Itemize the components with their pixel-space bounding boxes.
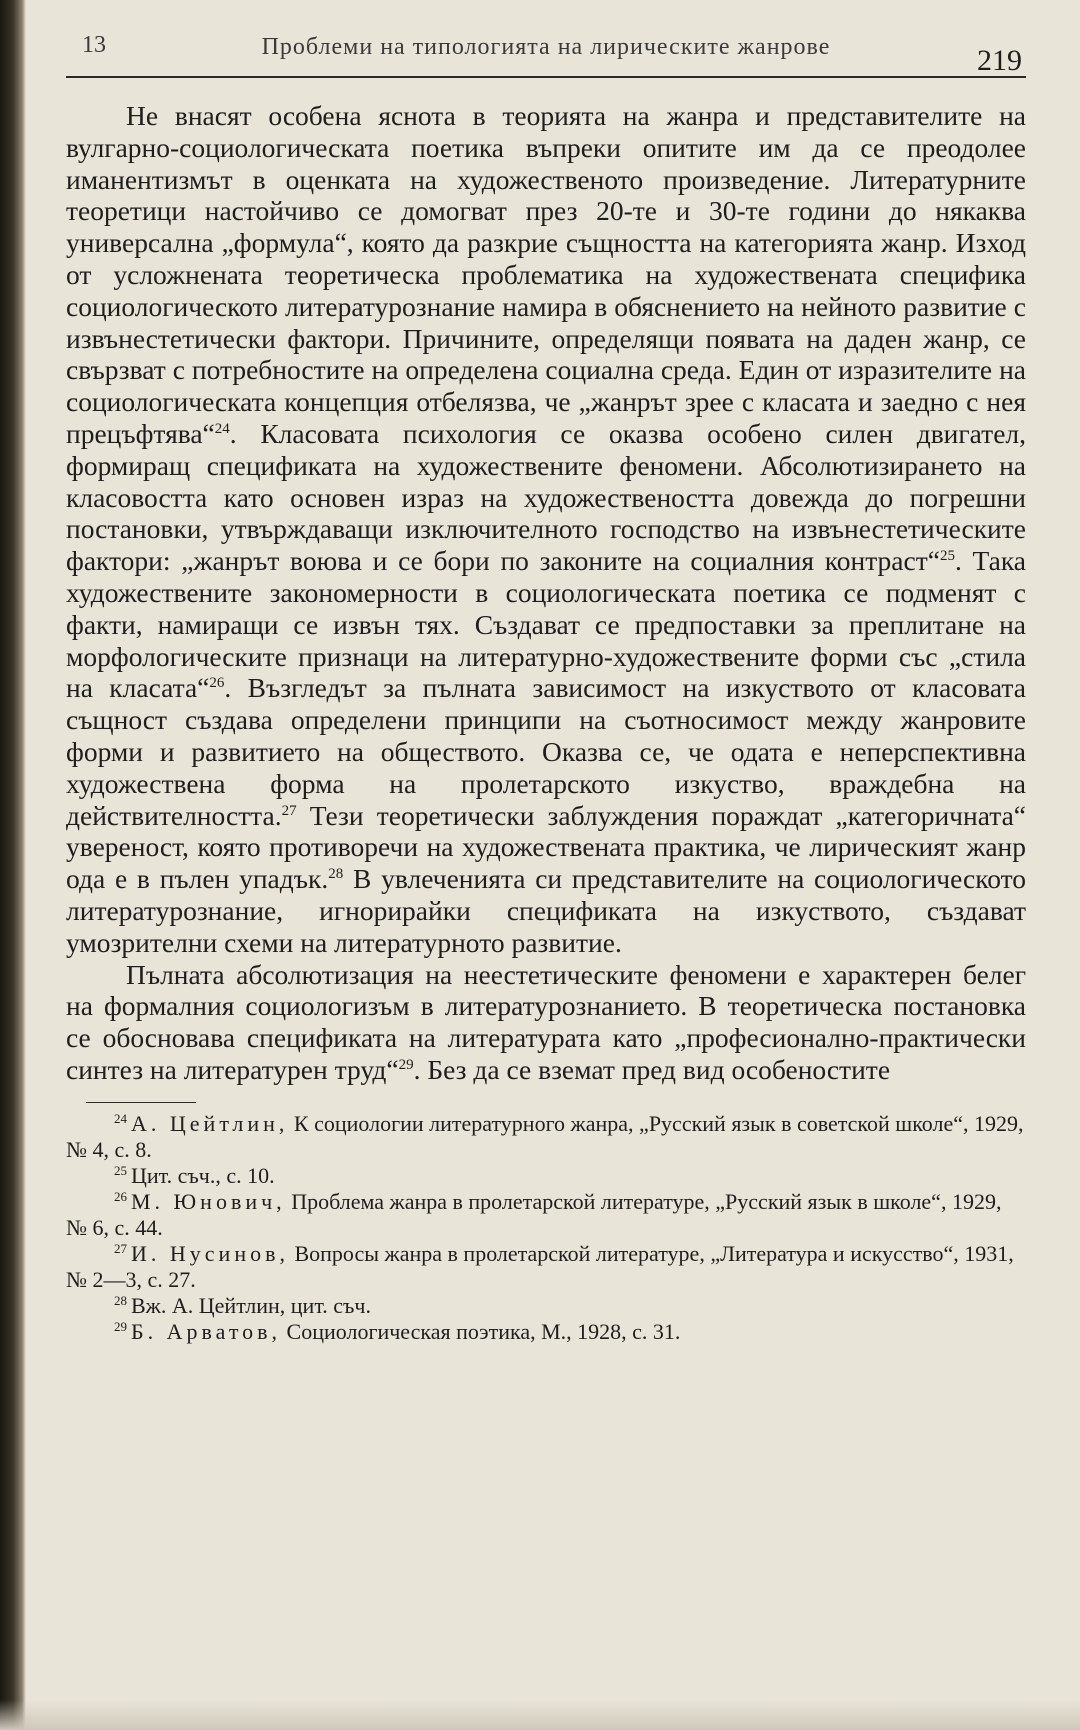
footnote-citation: Вопросы жанра в пролетарской литературе, „Литература и искусство“, 1931, № 2—3, с. 27. xyxy=(66,1240,1014,1292)
footnote-mark: 24 xyxy=(114,1110,127,1126)
footnote-mark: 26 xyxy=(114,1188,127,1204)
footnote-reference[interactable]: 27 xyxy=(281,802,297,819)
body-text-run: Пълната абсолютизация на неестетическите феномени е характерен белег на формалния социологизъм в литературознанието. В теоретическа постановка се обосновава спецификата на литературата като „професионално-практически синтез на литературен труд“ xyxy=(66,958,1026,1085)
footnote-author: И. Нусинов, xyxy=(131,1240,289,1266)
body-text-run: В увлеченията си представителите на социологическото литературознание, игнорирайки спецификата на изкуството, създават умозрителни схеми на литературното развитие. xyxy=(66,863,1026,958)
footnote-reference[interactable]: 24 xyxy=(214,420,230,437)
footnote-citation: Цит. съч., с. 10. xyxy=(131,1162,275,1188)
footnote xyxy=(66,1111,1026,1163)
footnote-mark: 29 xyxy=(114,1318,127,1334)
footnote xyxy=(66,1293,1026,1319)
body-text-run: Не внасят особена яснота в теорията на жанра и представителите на вулгарно-социологическата поетика въпреки опитите им да се преодолее иманентизмът в оценката на художественото произведение. Литературните теоретици настойчиво се домогват през 20-те и 30-те години до някаква универсална „формула“, която да разкрие същността на категорията жанр. Изход от усложнената теоретическа проблематика на художествената специфика социологическото литературознание намира в обяснението на нейното развитие с извънестетически фактори. Причините, определящи появата на даден жанр, се свързват с потребностите на определена социална среда. Един от изразителите на социологическата концепция отбелязва, че „жанрът зрее с класата и заедно с нея прецъфтява“ xyxy=(66,100,1026,449)
running-title: Проблеми на типологията на лирическите жанрове xyxy=(261,34,831,60)
footnote-reference[interactable]: 29 xyxy=(398,1056,414,1073)
body-text-run: . Без да се вземат пред вид особеностите xyxy=(413,1053,891,1085)
footnote-divider xyxy=(86,1102,196,1103)
footnote xyxy=(66,1319,1026,1345)
book-page xyxy=(66,20,1026,1345)
footnote-citation: Проблема жанра в пролетарской литературе, „Русский язык в школе“, 1929, № 6, с. 44. xyxy=(66,1188,1002,1240)
book-spine-shadow xyxy=(0,0,26,1730)
section-number: 13 xyxy=(82,32,106,58)
footnote-reference[interactable]: 28 xyxy=(328,866,344,883)
body-text-run: Тези теоретически заблуждения пораждат „категоричната“ увереност, която противоречи на художествената практика, че лирическият жанр ода е в пълен упадък. xyxy=(66,799,1026,895)
body-text xyxy=(66,100,1026,1086)
footnote-citation: К социологии литературного жанра, „Русский язык в советской школе“, 1929, № 4, с. 8. xyxy=(66,1110,1024,1162)
body-text-run: . Възгледът за пълната зависимост на изкуството от класовата същност създава определени принципи на съотносимост между жанровите форми и развитието на обществото. Оказва се, че одата е неперспективна художествена форма на пролетарското изкуство, враждебна на действителността. xyxy=(66,672,1026,831)
footnote xyxy=(66,1241,1026,1293)
body-paragraph xyxy=(66,100,1026,959)
body-paragraph xyxy=(66,959,1026,1086)
footnote-author: М. Юнович, xyxy=(131,1188,286,1214)
body-text-run: . Класовата психология се оказва особено силен двигател, формиращ спецификата на художествените феномени. Абсолютизирането на класовостта като основен израз на художествеността довежда до погрешни постановки, утвърждаващи изключителното господство на извънестетическите фактори: „жанрът воюва и се бори по законите на социалния контраст“ xyxy=(66,417,1026,577)
footnote-reference[interactable]: 25 xyxy=(939,548,955,565)
footnotes xyxy=(66,1111,1026,1345)
footnote xyxy=(66,1163,1026,1189)
running-header xyxy=(66,20,1026,78)
page-edge-shade xyxy=(0,1700,1080,1730)
footnote xyxy=(66,1189,1026,1241)
footnote-author: Б. Арватов, xyxy=(131,1318,282,1344)
footnote-citation: Вж. А. Цейтлин, цит. съч. xyxy=(131,1292,371,1318)
footnote-author: А. Цейтлин, xyxy=(131,1110,289,1136)
page-number: 219 xyxy=(977,44,1022,77)
footnote-reference[interactable]: 26 xyxy=(209,675,225,692)
footnote-mark: 25 xyxy=(114,1162,127,1178)
footnote-mark: 28 xyxy=(114,1292,127,1308)
body-text-run: . Така художествените закономерности в социологическата поетика се подменят с факти, намиращи се извън тях. Създават се предпоставки за преплитане на морфологическите признаци на литературно-художествените форми със „стила на класата“ xyxy=(66,545,1026,704)
footnote-mark: 27 xyxy=(114,1240,127,1256)
footnote-citation: Социологическая поэтика, М., 1928, с. 31. xyxy=(281,1318,681,1344)
